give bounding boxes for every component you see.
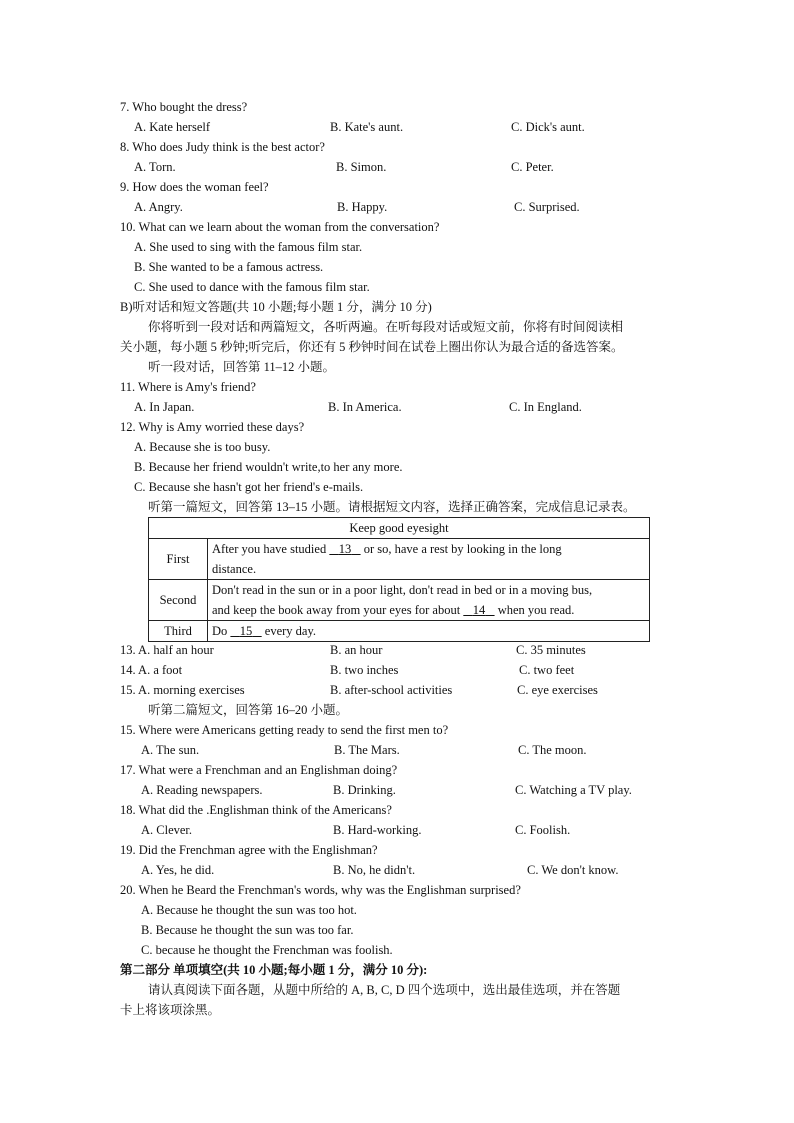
q8-option-c: C. Peter.: [511, 160, 554, 174]
q12-option-a: A. Because she is too busy.: [134, 440, 271, 454]
part2-intro-line1: 请认真阅读下面各题，从题中所给的 A, B, C, D 四个选项中，选出最佳选项，并在答题: [148, 983, 621, 997]
q9-option-a: A. Angry.: [134, 200, 183, 214]
q13-option-b: B. an hour: [330, 643, 383, 657]
q20-option-b: B. Because he thought the sun was too far.: [141, 923, 354, 937]
q19-stem: 19. Did the Frenchman agree with the Englishman?: [120, 843, 378, 857]
q16-option-a: A. The sun.: [141, 743, 200, 757]
blank-13: 13: [338, 542, 352, 556]
q20-option-a: A. Because he thought the sun was too hot.: [141, 903, 357, 917]
q10-option-b: B. She wanted to be a famous actress.: [134, 260, 324, 274]
q13-option-c: C. 35 minutes: [516, 643, 586, 657]
part2-title: 第二部分 单项填空(共 10 小题;每小题 1 分，满分 10 分):: [120, 963, 428, 977]
q17-option-c: C. Watching a TV play.: [515, 783, 632, 797]
q18-option-c: C. Foolish.: [515, 823, 571, 837]
q16-stem: 15. Where were Americans getting ready to send the first men to?: [120, 723, 449, 737]
part2-intro-line2: 卡上将该项涂黑。: [120, 1003, 221, 1017]
q14-option-a: 14. A. a foot: [120, 663, 183, 677]
q18-stem: 18. What did the .Englishman think of the Americans?: [120, 803, 392, 817]
q10-stem: 10. What can we learn about the woman from the conversation?: [120, 220, 440, 234]
q9-stem: 9. How does the woman feel?: [120, 180, 269, 194]
eyesight-info-table: [148, 517, 650, 642]
table-header-row: [149, 518, 650, 539]
row-label-first: First: [149, 539, 208, 580]
q16-option-c: C. The moon.: [518, 743, 587, 757]
q19-option-c: C. We don't know.: [527, 863, 619, 877]
q7-stem: 7. Who bought the dress?: [120, 100, 248, 114]
q16-option-b: B. The Mars.: [334, 743, 400, 757]
q18-option-b: B. Hard-working.: [333, 823, 422, 837]
table-row: [149, 621, 650, 642]
q12-option-c: C. Because she hasn't got her friend's e-mails.: [134, 480, 364, 494]
table-row: [149, 580, 650, 621]
q11-option-c: C. In England.: [509, 400, 582, 414]
section-b-intro-line2: 关小题，每小题 5 秒钟;听完后，你还有 5 秒钟时间在试卷上圈出你认为最合适的备选答案。: [120, 340, 624, 354]
row-content-second: Don't read in the sun or in a poor light, don't read in bed or in a moving bus, and keep the book away from your eyes for about 14 when you read.: [208, 580, 650, 621]
q9-option-b: B. Happy.: [337, 200, 388, 214]
q17-option-b: B. Drinking.: [333, 783, 396, 797]
q10-option-a: A. She used to sing with the famous film star.: [134, 240, 363, 254]
q8-option-a: A. Torn.: [134, 160, 176, 174]
row-content-first: After you have studied 13 or so, have a rest by looking in the long distance.: [208, 539, 650, 580]
q20-stem: 20. When he Beard the Frenchman's words, why was the Englishman surprised?: [120, 883, 521, 897]
row-content-third: Do 15 every day.: [208, 621, 650, 642]
q17-stem: 17. What were a Frenchman and an Englishman doing?: [120, 763, 398, 777]
q10-option-c: C. She used to dance with the famous film star.: [134, 280, 370, 294]
row-label-third: Third: [149, 621, 208, 642]
q13-option-a: 13. A. half an hour: [120, 643, 214, 657]
section-b-title: B)听对话和短文答题(共 10 小题;每小题 1 分，满分 10 分): [120, 300, 432, 314]
q12-option-b: B. Because her friend wouldn't write,to her any more.: [134, 460, 403, 474]
q14-option-b: B. two inches: [330, 663, 399, 677]
q15-option-a: 15. A. morning exercises: [120, 683, 245, 697]
passage2-note: 听第二篇短文，回答第 16–20 小题。: [148, 703, 349, 717]
q14-option-c: C. two feet: [519, 663, 575, 677]
dialog-note: 听一段对话，回答第 11–12 小题。: [148, 360, 336, 374]
q19-option-a: A. Yes, he did.: [141, 863, 215, 877]
table-row: [149, 539, 650, 580]
blank-15: 15: [239, 624, 253, 638]
q18-option-a: A. Clever.: [141, 823, 193, 837]
passage1-note: 听第一篇短文，回答第 13–15 小题。请根据短文内容，选择正确答案，完成信息记录表。: [148, 500, 636, 514]
q11-option-a: A. In Japan.: [134, 400, 195, 414]
q15-option-b: B. after-school activities: [330, 683, 453, 697]
q9-option-c: C. Surprised.: [514, 200, 580, 214]
q7-option-a: A. Kate herself: [134, 120, 211, 134]
table-title: Keep good eyesight: [149, 518, 650, 539]
q19-option-b: B. No, he didn't.: [333, 863, 416, 877]
q11-option-b: B. In America.: [328, 400, 402, 414]
q11-stem: 11. Where is Amy's friend?: [120, 380, 256, 394]
q7-option-c: C. Dick's aunt.: [511, 120, 585, 134]
blank-14: 14: [472, 603, 486, 617]
q12-stem: 12. Why is Amy worried these days?: [120, 420, 305, 434]
q8-option-b: B. Simon.: [336, 160, 387, 174]
q20-option-c: C. because he thought the Frenchman was foolish.: [141, 943, 393, 957]
q7-option-b: B. Kate's aunt.: [330, 120, 404, 134]
section-b-intro-line1: 你将听到一段对话和两篇短文，各听两遍。在听每段对话或短文前，你将有时间阅读相: [148, 320, 624, 334]
q15-option-c: C. eye exercises: [517, 683, 598, 697]
row-label-second: Second: [149, 580, 208, 621]
q17-option-a: A. Reading newspapers.: [141, 783, 263, 797]
q8-stem: 8. Who does Judy think is the best actor?: [120, 140, 325, 154]
